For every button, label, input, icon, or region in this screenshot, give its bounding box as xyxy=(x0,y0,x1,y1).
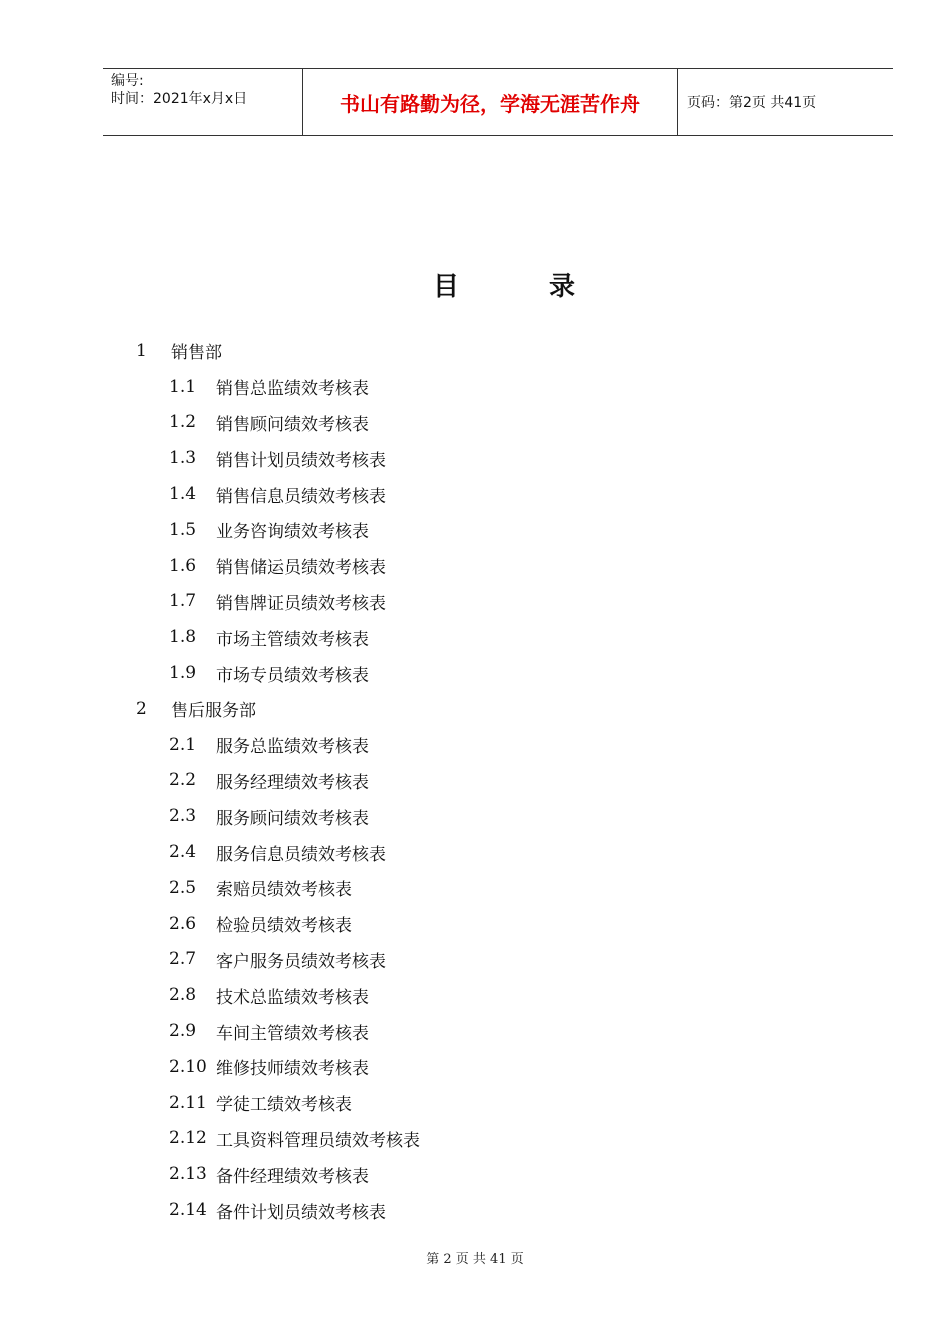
toc-entry-number: 1.4 xyxy=(169,484,197,505)
toc-entry-number: 1.9 xyxy=(169,663,197,684)
toc-entry-title: 索赔员绩效考核表 xyxy=(216,880,352,901)
toc-entry-number: 2.8 xyxy=(169,985,197,1006)
toc-entry-number: 2 xyxy=(136,698,147,719)
toc-entry[interactable] xyxy=(0,584,950,620)
toc-title xyxy=(0,266,950,303)
toc-entry-number: 2.4 xyxy=(169,842,197,863)
toc-entry-title: 业务咨询绩效考核表 xyxy=(216,522,369,543)
toc-entry[interactable] xyxy=(0,655,950,691)
toc-entry-title: 检验员绩效考核表 xyxy=(216,916,352,937)
toc-entry[interactable] xyxy=(0,691,950,727)
time-label: 时间：2021年x月x日 xyxy=(111,91,248,107)
page-header xyxy=(103,68,893,136)
toc-entry[interactable] xyxy=(0,1049,950,1085)
toc-entry[interactable] xyxy=(0,333,950,369)
toc-entry-number: 2.2 xyxy=(169,770,197,791)
toc-entry-number: 1.5 xyxy=(169,519,197,540)
toc-entry-title: 服务信息员绩效考核表 xyxy=(216,844,386,865)
toc-entry-title: 销售顾问绩效考核表 xyxy=(216,414,369,435)
toc-entry[interactable] xyxy=(0,1156,950,1192)
toc-entry-number: 2.1 xyxy=(169,734,197,755)
toc-entry-title: 工具资料管理员绩效考核表 xyxy=(216,1130,420,1151)
toc-entry-title: 学徒工绩效考核表 xyxy=(216,1095,352,1116)
toc-entry[interactable] xyxy=(0,763,950,799)
toc-entry-title: 服务经理绩效考核表 xyxy=(216,772,369,793)
toc-entry-number: 2.3 xyxy=(169,806,197,827)
toc-entry[interactable] xyxy=(0,798,950,834)
toc-entry[interactable] xyxy=(0,870,950,906)
toc-entry-number: 1.1 xyxy=(169,376,197,397)
toc-entry-title: 备件计划员绩效考核表 xyxy=(216,1202,386,1223)
toc-entry-title: 市场主管绩效考核表 xyxy=(216,629,369,650)
toc-entry-title: 服务总监绩效考核表 xyxy=(216,737,369,758)
header-page-info: 页码：第2页 共41页 xyxy=(687,95,817,111)
header-motto: 书山有路勤为径，学海无涯苦作舟 xyxy=(303,69,678,135)
toc-entry[interactable] xyxy=(0,942,950,978)
toc-entry[interactable] xyxy=(0,512,950,548)
toc-entry-title: 车间主管绩效考核表 xyxy=(216,1023,369,1044)
toc-entry-number: 2.7 xyxy=(169,949,197,970)
toc-entry-title: 销售牌证员绩效考核表 xyxy=(216,593,386,614)
toc-entry-number: 2.6 xyxy=(169,913,197,934)
toc-entry-number: 2.5 xyxy=(169,877,197,898)
title-char-2: 录 xyxy=(549,272,576,302)
toc-entry-title: 技术总监绩效考核表 xyxy=(216,987,369,1008)
page-footer: 第 2 页 共 41 页 xyxy=(426,1252,524,1267)
toc-entry-title: 售后服务部 xyxy=(171,701,256,722)
toc-entry[interactable] xyxy=(0,476,950,512)
toc-entry[interactable] xyxy=(0,619,950,655)
serial-label: 编号: xyxy=(111,73,144,89)
toc-entry-title: 销售储运员绩效考核表 xyxy=(216,558,386,579)
toc-entry-number: 2.10 xyxy=(169,1056,207,1077)
toc-entry-title: 销售计划员绩效考核表 xyxy=(216,450,386,471)
title-char-1: 目 xyxy=(432,272,459,302)
toc-entry[interactable] xyxy=(0,440,950,476)
toc-entry[interactable] xyxy=(0,1121,950,1157)
header-meta xyxy=(103,69,303,135)
toc-entry[interactable] xyxy=(0,906,950,942)
toc-entry-title: 客户服务员绩效考核表 xyxy=(216,951,386,972)
toc-entry-title: 备件经理绩效考核表 xyxy=(216,1166,369,1187)
toc-entry-number: 1 xyxy=(136,340,147,361)
toc-entry[interactable] xyxy=(0,1192,950,1228)
toc-entry[interactable] xyxy=(0,727,950,763)
toc-entry-number: 1.2 xyxy=(169,412,197,433)
toc-entry[interactable] xyxy=(0,1013,950,1049)
toc-entry-title: 维修技师绩效考核表 xyxy=(216,1059,369,1080)
toc-entry[interactable] xyxy=(0,369,950,405)
toc-entry-number: 2.12 xyxy=(169,1128,207,1149)
toc-entry-title: 销售部 xyxy=(171,343,222,364)
toc-entry-number: 2.13 xyxy=(169,1164,207,1185)
toc-entry-title: 销售信息员绩效考核表 xyxy=(216,486,386,507)
toc-entry-title: 服务顾问绩效考核表 xyxy=(216,808,369,829)
toc-entry-number: 2.11 xyxy=(169,1092,207,1113)
toc-entry[interactable] xyxy=(0,405,950,441)
toc-entry[interactable] xyxy=(0,977,950,1013)
toc-entry-number: 2.14 xyxy=(169,1200,207,1221)
toc-entry-number: 1.6 xyxy=(169,555,197,576)
toc-entry[interactable] xyxy=(0,1085,950,1121)
toc-entry[interactable] xyxy=(0,834,950,870)
toc-entry-number: 2.9 xyxy=(169,1021,197,1042)
toc-entry-number: 1.3 xyxy=(169,448,197,469)
toc-entry[interactable] xyxy=(0,548,950,584)
table-of-contents xyxy=(0,333,950,1228)
toc-entry-number: 1.7 xyxy=(169,591,197,612)
toc-entry-title: 销售总监绩效考核表 xyxy=(216,379,369,400)
toc-entry-number: 1.8 xyxy=(169,627,197,648)
toc-entry-title: 市场专员绩效考核表 xyxy=(216,665,369,686)
